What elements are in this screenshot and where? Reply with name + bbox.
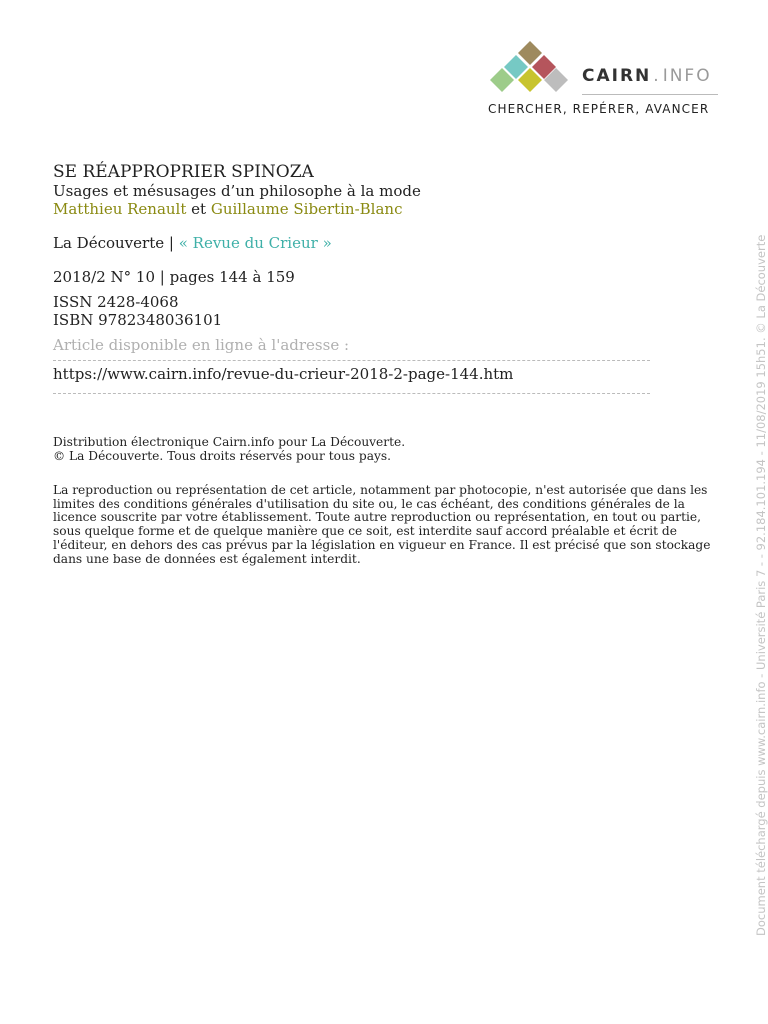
logo-tiles-icon: [486, 40, 582, 100]
divider-top: [53, 360, 650, 361]
logo-dot: .: [653, 66, 661, 86]
cairn-logo: [486, 40, 726, 120]
distribution-notice: [53, 436, 717, 463]
article-title: SE RÉAPPROPRIER SPINOZA: [53, 162, 314, 182]
logo-tagline: CHERCHER, REPÉRER, AVANCER: [488, 102, 710, 116]
availability-label: Article disponible en ligne à l'adresse :: [53, 336, 350, 354]
publication-line: [53, 234, 653, 252]
logo-suffix: INFO: [662, 66, 712, 86]
article-url-link[interactable]: https://www.cairn.info/revue-du-crieur-2018-2-page-144.htm: [53, 365, 514, 383]
reproduction-notice: [53, 484, 717, 566]
reproduction-text: La reproduction ou représentation de cet article, notamment par photocopie, n'est autorisée que dans les limites des conditions générales d'utilisation du site ou, le cas échéant, des conditions générales de la licence souscrite par votre établissement. Toute autre reproduction ou représentation, en tout ou partie, sous quelque forme et de quelque manière que ce soit, est interdite sauf accord préalable et écrit de l'éditeur, en dehors des cas prévus par la législation en vigueur en France. Il est précisé que son stockage dans une base de données est également interdit.: [53, 483, 711, 566]
logo-name: CAIRN: [582, 66, 652, 86]
distribution-text: Distribution électronique Cairn.info pour La Découverte.: [53, 435, 406, 449]
author-link-renault[interactable]: Matthieu Renault: [53, 200, 187, 218]
author-link-sibertin-blanc[interactable]: Guillaume Sibertin-Blanc: [210, 200, 403, 218]
logo-divider: [582, 94, 718, 95]
article-info: [53, 162, 653, 394]
publication-separator: |: [168, 234, 174, 252]
article-authors: [53, 200, 653, 218]
logo-wordmark: [582, 66, 712, 86]
issn: ISSN 2428-4068: [53, 293, 179, 311]
issue-info: 2018/2 N° 10 | pages 144 à 159: [53, 268, 295, 286]
author-separator: et: [191, 200, 207, 218]
copyright-text: © La Découverte. Tous droits réservés pour tous pays.: [53, 448, 391, 463]
publisher: La Découverte: [53, 234, 165, 252]
isbn: ISBN 9782348036101: [53, 311, 223, 329]
divider-bottom: [53, 393, 650, 394]
article-subtitle: Usages et mésusages d’un philosophe à la mode: [53, 182, 421, 200]
journal-link[interactable]: « Revue du Crieur »: [178, 234, 332, 252]
download-watermark: Document téléchargé depuis www.cairn.info - Université Paris 7 - - 92.184.101.194 - 11/08/2019 15h51. © La Découverte: [754, 234, 768, 936]
